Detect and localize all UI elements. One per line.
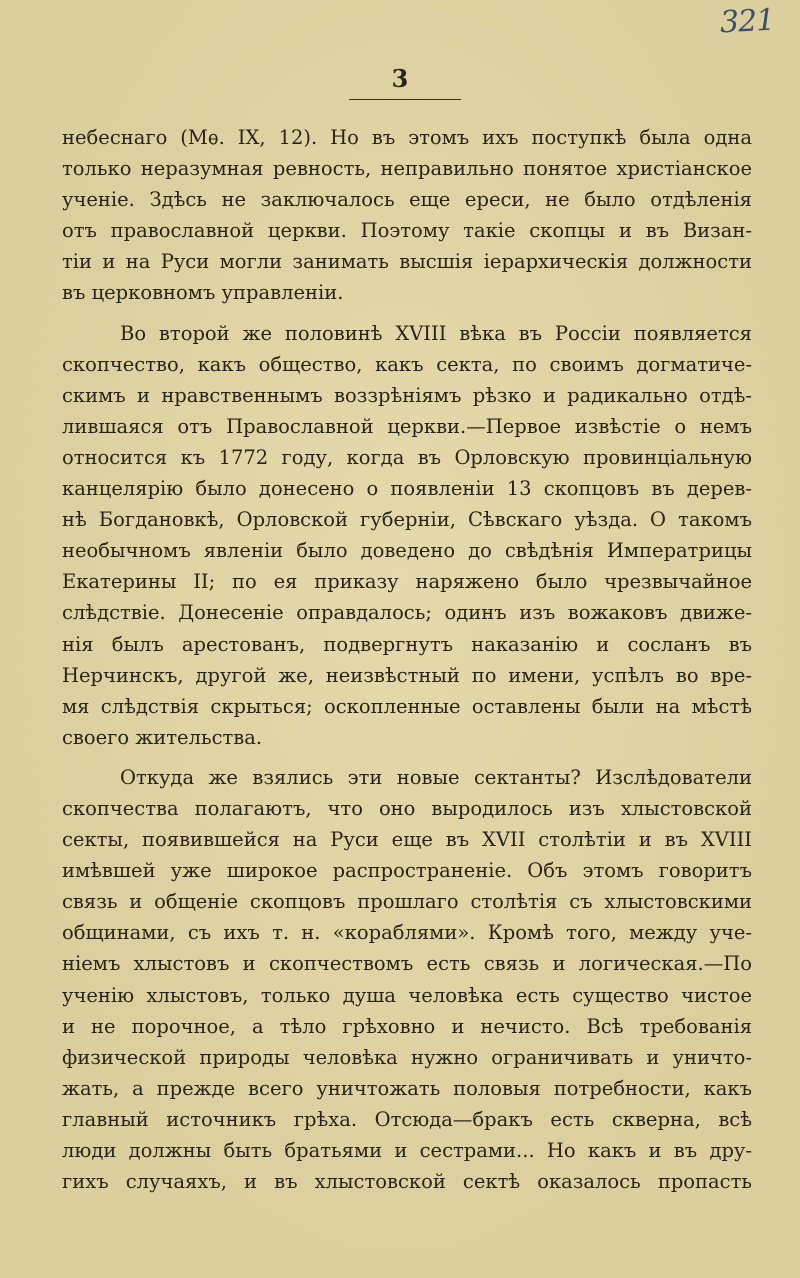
text-line: Екатерины II; по ея приказу наряжено было чрезвычайное xyxy=(62,570,752,594)
text-line: Нерчинскъ, другой же, неизвѣстный по имени, успѣлъ во вре- xyxy=(62,663,752,687)
text-line: люди должны быть братьями и сестрами... Но какъ и въ дру- xyxy=(62,1139,752,1162)
text-line: слѣдствіе. Донесеніе оправдалось; одинъ изъ вожаковъ движе- xyxy=(62,601,752,625)
text-line: скопчество, какъ общество, какъ секта, по своимъ догматиче- xyxy=(62,352,752,376)
text-line: въ церковномъ управленіи. xyxy=(62,281,344,305)
text-line: ученію хлыстовъ, только душа человѣка есть существо чистое xyxy=(62,983,752,1007)
text-line: нія былъ арестованъ, подвергнутъ наказанію и сосланъ въ xyxy=(62,632,752,656)
body-text xyxy=(62,122,752,1197)
text-line: Откуда же взялись эти новые сектанты? Изслѣдователи xyxy=(120,765,752,789)
text-line: общинами, съ ихъ т. н. «кораблями». Кромѣ того, между уче- xyxy=(62,921,752,945)
text-line: тіи и на Руси могли занимать высшія іерархическія должности xyxy=(62,250,752,274)
text-line: скимъ и нравственнымъ воззрѣніямъ рѣзко и радикально отдѣ- xyxy=(62,383,752,407)
text-line: лившаяся отъ Православной церкви.—Первое извѣстіе о немъ xyxy=(62,414,752,438)
header-rule xyxy=(349,99,461,100)
text-line: относится къ 1772 году, когда въ Орловскую провинціальную xyxy=(62,445,752,469)
text-line: физической природы человѣка нужно ограничивать и уничто- xyxy=(62,1045,752,1069)
text-line: имѣвшей уже широкое распространеніе. Объ этомъ говоритъ xyxy=(62,859,752,883)
text-line: жать, а прежде всего уничтожать половыя потребности, какъ xyxy=(62,1076,752,1100)
paragraph-1 xyxy=(62,122,752,309)
text-line: необычномъ явленіи было доведено до свѣдѣнія Императрицы xyxy=(62,539,752,563)
text-line: ученіе. Здѣсь не заключалось еще ереси, не было отдѣленія xyxy=(62,188,752,212)
text-line: канцелярію было донесено о появленіи 13 скопцовъ въ дерев- xyxy=(62,477,752,501)
text-line: нѣ Богдановкѣ, Орловской губерніи, Сѣвскаго уѣзда. О такомъ xyxy=(62,508,752,532)
archive-folio-mark: 321 xyxy=(718,2,775,41)
text-line: отъ православной церкви. Поэтому такіе скопцы и въ Визан- xyxy=(62,219,752,243)
page-number: 3 xyxy=(391,64,409,93)
text-line: ніемъ хлыстовъ и скопчествомъ есть связь и логическая.—По xyxy=(62,952,752,976)
text-line: гихъ случаяхъ, и въ хлыстовской сектѣ оказалось пропасть xyxy=(62,1170,752,1194)
text-line: и не порочное, а тѣло грѣховно и нечисто. Всѣ требованія xyxy=(62,1014,752,1038)
text-line: скопчества полагаютъ, что оно выродилось изъ хлыстовской xyxy=(62,796,752,820)
text-line: секты, появившейся на Руси еще въ XVII столѣтіи и въ XVIII xyxy=(62,828,752,852)
paragraph-3 xyxy=(62,762,752,1197)
text-line: только неразумная ревность, неправильно понятое христіанское xyxy=(62,157,752,181)
text-line: своего жительства. xyxy=(62,725,263,749)
paragraph-2 xyxy=(62,318,752,753)
text-line: главный источникъ грѣха. Отсюда—бракъ есть скверна, всѣ xyxy=(62,1107,752,1131)
text-line: мя слѣдствія скрыться; оскопленные оставлены были на мѣстѣ xyxy=(62,694,752,718)
text-line: связь и общеніе скопцовъ прошлаго столѣтія съ хлыстовскими xyxy=(62,890,752,914)
text-line: Во второй же половинѣ XVIII вѣка въ Россіи появляется xyxy=(120,321,752,345)
text-line: небеснаго (Мѳ. IX, 12). Но въ этомъ ихъ поступкѣ была одна xyxy=(62,126,752,149)
